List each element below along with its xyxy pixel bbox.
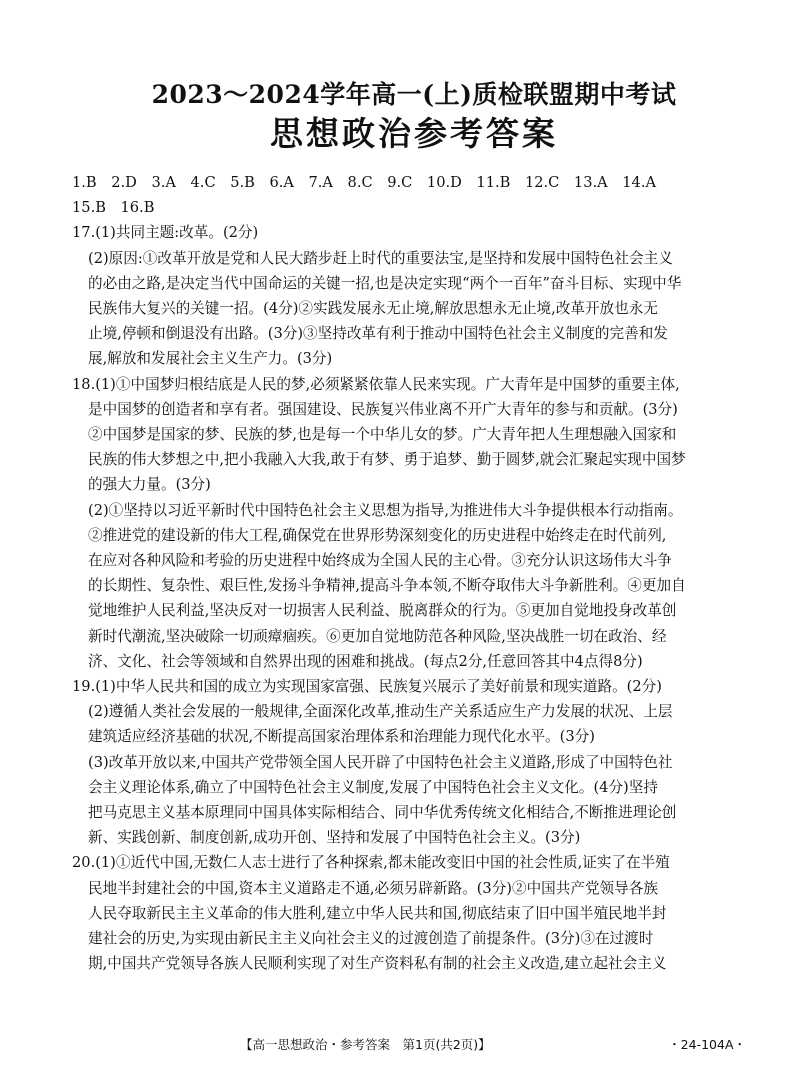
footer-code: ・24-104A・ [668, 1037, 746, 1052]
answer-line: 建社会的历史,为实现由新民主主义向社会主义的过渡创造了前提条件。(3分)③在过渡时 [88, 930, 654, 948]
answer-line: 期,中国共产党领导各族人民顺利实现了对生产资料私有制的社会主义改造,建立起社会主义 [88, 955, 667, 973]
answer-line: 新、实践创新、制度创新,成功开创、坚持和发展了中国特色社会主义。(3分) [88, 829, 581, 847]
answer-line: 的长期性、复杂性、艰巨性,发扬斗争精神,提高斗争本领,不断夺取伟大斗争新胜利。④更加自 [88, 577, 686, 595]
answer-line: 19.(1)中华人民共和国的成立为实现国家富强、民族复兴展示了美好前景和现实道路。(2分) [72, 678, 662, 696]
answer-line: 在应对各种风险和考验的历史进程中始终成为全国人民的主心骨。③充分认识这场伟大斗争 [88, 552, 672, 570]
answer-line: 民地半封建社会的中国,资本主义道路走不通,必须另辟新路。(3分)②中国共产党领导各族 [88, 879, 658, 897]
answer-line: (3)改革开放以来,中国共产党带领全国人民开辟了中国特色社会主义道路,形成了中国特色社 [88, 753, 673, 771]
answer-line: 是中国梦的创造者和享有者。强国建设、民族复兴伟业离不开广大青年的参与和贡献。(3分) [88, 400, 678, 418]
answer-line: 18.(1)①中国梦归根结底是人民的梦,必须紧紧依靠人民来实现。广大青年是中国梦的重要主体, [72, 375, 680, 393]
answer-line: 会主义理论体系,确立了中国特色社会主义制度,发展了中国特色社会主义文化。(4分)坚持 [88, 778, 658, 796]
answer-title: 思想政治参考答案 [270, 114, 558, 153]
footer-page-info: 【高一思想政治・参考答案 第1页(共2页)】 [240, 1037, 491, 1052]
answer-line: 的强大力量。(3分) [88, 476, 211, 494]
answer-line: (2)遵循人类社会发展的一般规律,全面深化改革,推动生产关系适应生产力发展的状况、上层 [88, 703, 673, 721]
answer-line: 17.(1)共同主题:改革。(2分) [72, 224, 259, 242]
answer-line: (2)原因:①改革开放是党和人民大踏步赶上时代的重要法宝,是坚持和发展中国特色社会主义 [88, 249, 673, 267]
answer-body [72, 170, 716, 977]
answer-line: 民族的伟大梦想之中,把小我融入大我,敢于有梦、勇于追梦、勤于圆梦,就会汇聚起实现中国梦 [88, 451, 686, 469]
answer-line: ②中国梦是国家的梦、民族的梦,也是每一个中华儿女的梦。广大青年把人生理想融入国家和 [88, 426, 677, 444]
page-footer [0, 1034, 786, 1056]
answer-line: 济、文化、社会等领域和自然界出现的困难和挑战。(每点2分,任意回答其中4点得8分) [88, 652, 643, 670]
answer-line: 1.B 2.D 3.A 4.C 5.B 6.A 7.A 8.C 9.C 10.D 11.B 12.C 13.A 14.A [72, 174, 657, 191]
answer-line: (2)①坚持以习近平新时代中国特色社会主义思想为指导,为推进伟大斗争提供根本行动指南。 [88, 501, 683, 519]
answer-line: 把马克思主义基本原理同中国具体实际相结合、同中华优秀传统文化相结合,不断推进理论创 [88, 804, 677, 822]
exam-title: 2023～2024学年高一(上)质检联盟期中考试 [151, 80, 677, 109]
answer-line: 15.B 16.B [72, 199, 155, 217]
answer-line: 展,解放和发展社会主义生产力。(3分) [88, 350, 333, 368]
answer-line: 民族伟大复兴的关键一招。(4分)②实践发展永无止境,解放思想永无止境,改革开放也永无 [88, 300, 658, 318]
answer-line: ②推进党的建设新的伟大工程,确保党在世界形势深刻变化的历史进程中始终走在时代前列, [88, 526, 667, 544]
answer-line: 的必由之路,是决定当代中国命运的关键一招,也是决定实现“两个一百年”奋斗目标、实现中华 [88, 274, 682, 292]
answer-line: 人民夺取新民主主义革命的伟大胜利,建立中华人民共和国,彻底结束了旧中国半殖民地半封 [88, 904, 667, 922]
answer-line: 止境,停顿和倒退没有出路。(3分)③坚持改革有利于推动中国特色社会主义制度的完善和发 [88, 325, 668, 343]
answer-line: 20.(1)①近代中国,无数仁人志士进行了各种探索,都未能改变旧中国的社会性质,证实了在半殖 [72, 854, 670, 872]
answer-line: 觉地维护人民利益,坚决反对一切损害人民利益、脱离群众的行为。⑤更加自觉地投身改革创 [88, 602, 677, 620]
answer-line: 新时代潮流,坚决破除一切顽瘴痼疾。⑥更加自觉地防范各种风险,坚决战胜一切在政治、经 [88, 627, 667, 645]
answer-line: 建筑适应经济基础的状况,不断提高国家治理体系和治理能力现代化水平。(3分) [88, 728, 595, 746]
